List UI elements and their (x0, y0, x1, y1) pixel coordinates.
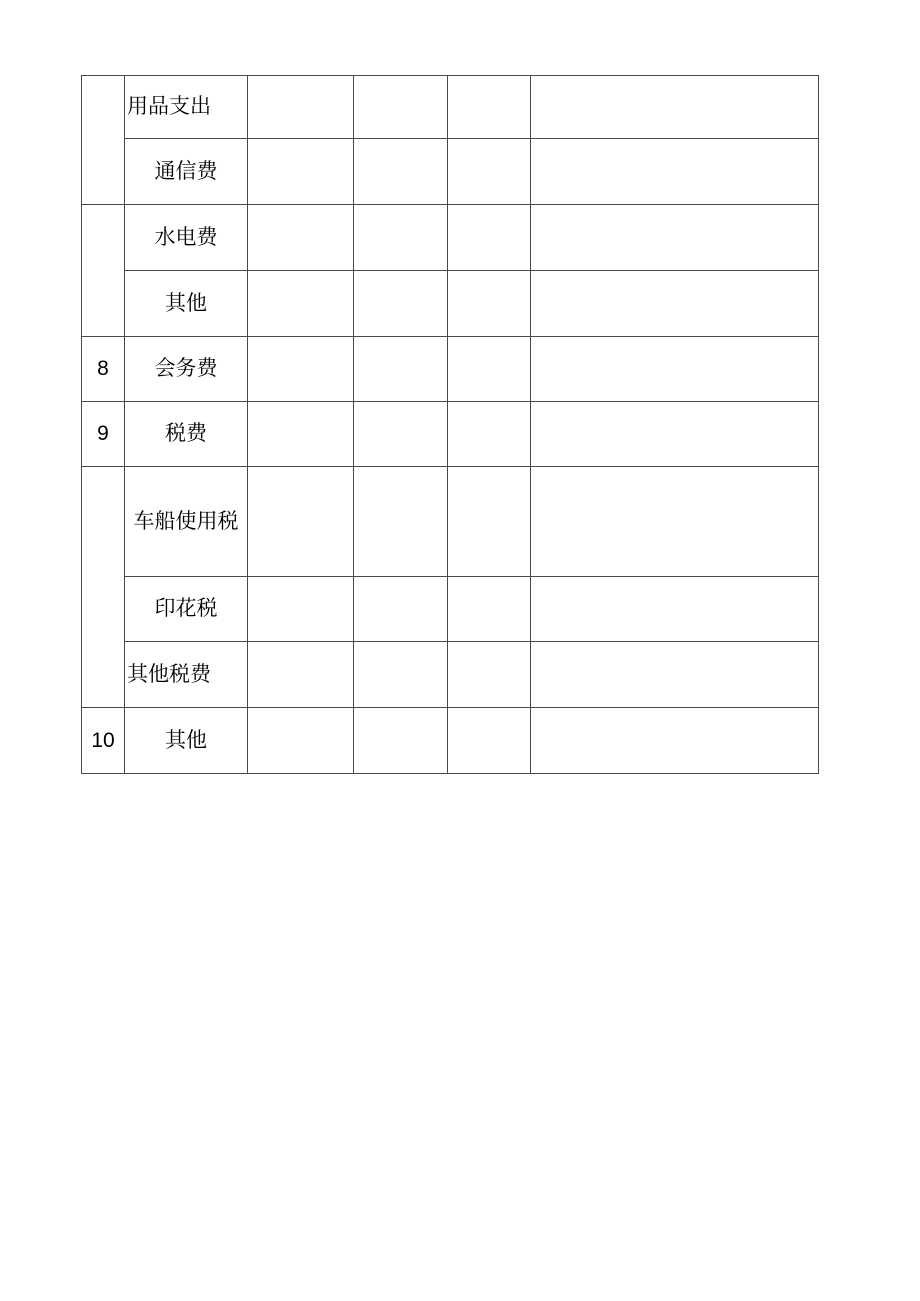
data-cell (531, 337, 819, 402)
table-row (82, 577, 819, 642)
item-name-cell: 用品支出 (125, 76, 248, 139)
item-name-cell: 水电费 (125, 205, 248, 271)
item-name-cell: 印花税 (125, 577, 248, 642)
data-cell (448, 139, 531, 205)
data-cell (531, 402, 819, 467)
item-name-cell: 其他 (125, 708, 248, 774)
table-row (82, 139, 819, 205)
table-row (82, 76, 819, 139)
data-cell (354, 139, 448, 205)
data-cell (448, 76, 531, 139)
row-index-cell (82, 205, 125, 337)
data-cell (248, 577, 354, 642)
data-cell (531, 708, 819, 774)
data-cell (354, 76, 448, 139)
data-cell (448, 402, 531, 467)
row-index-cell (82, 467, 125, 708)
data-cell (448, 467, 531, 577)
data-cell (354, 577, 448, 642)
data-cell (448, 337, 531, 402)
data-cell (354, 402, 448, 467)
table-row (82, 708, 819, 774)
item-name-cell: 税费 (125, 402, 248, 467)
data-cell (531, 205, 819, 271)
data-cell (354, 708, 448, 774)
item-name-cell: 其他 (125, 271, 248, 337)
row-index-cell: 8 (82, 337, 125, 402)
data-cell (448, 577, 531, 642)
data-cell (531, 642, 819, 708)
data-cell (248, 205, 354, 271)
data-cell (248, 402, 354, 467)
table-row (82, 402, 819, 467)
item-name-cell: 车船使用税 (125, 467, 248, 577)
data-cell (248, 271, 354, 337)
data-cell (531, 467, 819, 577)
data-cell (531, 76, 819, 139)
item-name-cell: 其他税费 (125, 642, 248, 708)
data-cell (531, 577, 819, 642)
data-cell (354, 205, 448, 271)
data-cell (354, 642, 448, 708)
data-cell (531, 139, 819, 205)
table-row (82, 467, 819, 577)
table-row (82, 205, 819, 271)
data-cell (448, 708, 531, 774)
data-cell (248, 467, 354, 577)
data-cell (248, 139, 354, 205)
data-cell (354, 337, 448, 402)
data-cell (448, 205, 531, 271)
item-name-cell: 通信费 (125, 139, 248, 205)
data-cell (248, 76, 354, 139)
table-row (82, 642, 819, 708)
data-cell (248, 642, 354, 708)
item-name-cell: 会务费 (125, 337, 248, 402)
budget-table (81, 75, 819, 774)
table-row (82, 337, 819, 402)
table-row (82, 271, 819, 337)
row-index-cell: 9 (82, 402, 125, 467)
data-cell (531, 271, 819, 337)
data-cell (354, 271, 448, 337)
data-cell (248, 708, 354, 774)
data-cell (248, 337, 354, 402)
data-cell (354, 467, 448, 577)
data-cell (448, 271, 531, 337)
row-index-cell: 10 (82, 708, 125, 774)
data-cell (448, 642, 531, 708)
row-index-cell (82, 76, 125, 205)
